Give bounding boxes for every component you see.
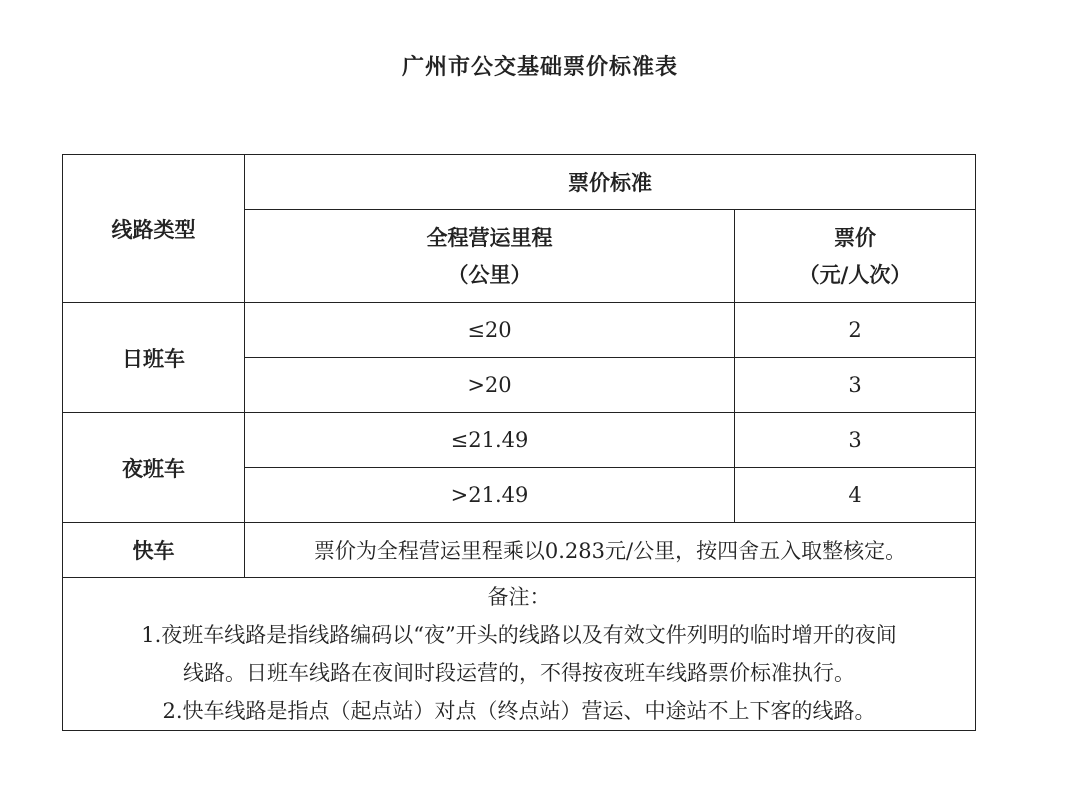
notes-line-3: 2.快车线路是指点（起点站）对点（终点站）营运、中途站不上下客的线路。	[162, 699, 876, 723]
header-distance-label: 全程营运里程	[426, 225, 553, 250]
route-type-night: 夜班车	[63, 413, 245, 523]
fare-cell: 3	[735, 358, 976, 413]
table-header-row	[63, 155, 976, 210]
route-type-express: 快车	[63, 523, 245, 578]
table-row	[63, 413, 976, 468]
distance-cell: ≤20	[245, 303, 735, 358]
route-type-day: 日班车	[63, 303, 245, 413]
header-distance	[245, 210, 735, 303]
notes-line-2: 线路。日班车线路在夜间时段运营的，不得按夜班车线路票价标准执行。	[183, 661, 855, 685]
page-title: 广州市公交基础票价标准表	[401, 54, 678, 80]
fare-cell: 4	[735, 468, 976, 523]
header-route-type: 线路类型	[63, 155, 245, 303]
header-fare-standard: 票价标准	[245, 155, 976, 210]
fare-table	[62, 154, 976, 731]
fare-cell: 2	[735, 303, 976, 358]
express-fare-rule: 票价为全程营运里程乘以0.283元/公里，按四舍五入取整核定。	[245, 523, 976, 578]
notes-heading: 备注：	[487, 585, 551, 609]
table-row	[63, 303, 976, 358]
fare-cell: 3	[735, 413, 976, 468]
table-row-express	[63, 523, 976, 578]
notes-cell	[63, 578, 976, 731]
distance-cell: >21.49	[245, 468, 735, 523]
header-fare	[735, 210, 976, 303]
header-fare-unit: （元/人次）	[798, 262, 912, 287]
distance-cell: >20	[245, 358, 735, 413]
table-notes-row	[63, 578, 976, 731]
header-distance-unit: （公里）	[447, 262, 532, 287]
distance-cell: ≤21.49	[245, 413, 735, 468]
notes-line-1: 1.夜班车线路是指线路编码以“夜”开头的线路以及有效文件列明的临时增开的夜间	[141, 623, 897, 647]
header-fare-label: 票价	[834, 225, 876, 250]
